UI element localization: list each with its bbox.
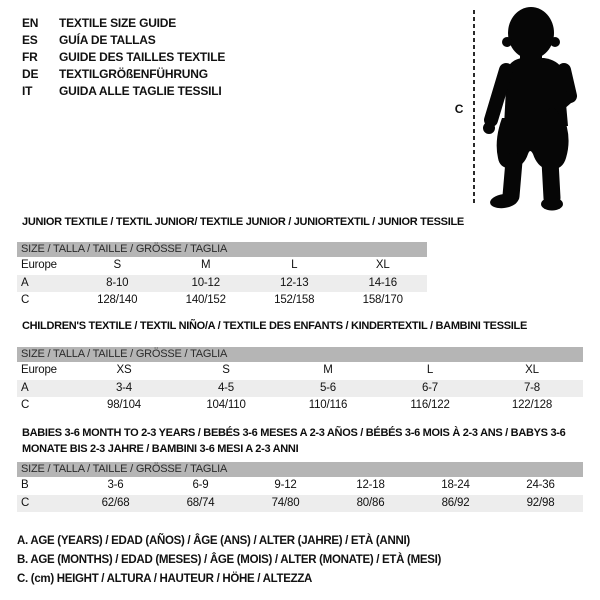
age-cell: 7-8 [523, 381, 541, 394]
children-size-table [17, 347, 583, 415]
age-cell: 6-7 [421, 381, 439, 394]
age-cell: 3-6 [107, 479, 124, 491]
table-row-height [17, 495, 583, 513]
table-row-age [17, 275, 427, 293]
table-row-age [17, 380, 583, 398]
language-title-list [22, 15, 225, 100]
age-cell: 18-24 [441, 479, 470, 491]
table-row-height [17, 397, 583, 415]
guide-title-de: TEXTILGRÖßENFÜHRUNG [59, 67, 208, 81]
language-code: FR [22, 50, 38, 64]
size-header-bar: SIZE / TALLA / TAILLE / GRÖSSE / TAGLIA [17, 347, 583, 362]
age-cell: 14-16 [368, 276, 397, 289]
age-cell: 5-6 [319, 381, 337, 394]
table-row-europe [17, 257, 427, 275]
row-label: C [21, 399, 30, 411]
size-cell: XL [375, 259, 390, 271]
age-cell: 6-9 [192, 479, 209, 491]
language-code: ES [22, 33, 38, 47]
junior-size-table [17, 242, 427, 310]
language-code: DE [22, 67, 39, 81]
age-cell: 24-36 [526, 479, 555, 491]
age-cell: 10-12 [191, 276, 220, 289]
height-cell: 80/86 [356, 496, 385, 509]
age-cell: 3-4 [115, 381, 133, 394]
height-cell: 128/140 [97, 294, 138, 306]
language-code: EN [22, 16, 39, 30]
size-cell: L [291, 259, 298, 271]
row-label: B [21, 479, 29, 491]
age-cell: 12-18 [356, 479, 385, 491]
size-cell: XL [525, 364, 539, 376]
height-cell: 110/116 [308, 399, 348, 411]
height-measure-dashed-line [473, 10, 475, 206]
size-cell: L [426, 364, 434, 376]
row-label: C [21, 294, 30, 306]
size-header-bar: SIZE / TALLA / TAILLE / GRÖSSE / TAGLIA [17, 462, 583, 477]
age-cell: 4-5 [217, 381, 235, 394]
language-row-fr [22, 49, 225, 66]
age-cell: 9-12 [274, 479, 297, 491]
size-header-bar: SIZE / TALLA / TAILLE / GRÖSSE / TAGLIA [17, 242, 427, 257]
size-cell: XS [116, 364, 132, 376]
babies-section-title: BABIES 3-6 MONTH TO 2-3 YEARS / BEBÉS 3-6 MESES A 2-3 AÑOS / BÉBÉS 3-6 MOIS À 2-3 ANS / BABYS 3-6 MONATE BIS 2-3 JAHRE / BAMBINI 3-6 MESI A 2-3 ANNI [22, 427, 566, 455]
height-cell: 98/104 [107, 399, 141, 411]
footnote-height-cm: C. (cm) HEIGHT / ALTURA / HAUTEUR / HÖHE / ALTEZZA [17, 573, 313, 585]
table-row-europe [17, 362, 583, 380]
age-cell: 12-13 [280, 276, 309, 289]
language-row-en [22, 15, 225, 32]
row-label: Europe [21, 259, 57, 271]
language-row-es [22, 32, 225, 49]
height-cell: 68/74 [186, 496, 215, 509]
legend-footnotes [17, 532, 441, 589]
height-cell: 74/80 [271, 496, 300, 509]
baby-silhouette-icon [480, 6, 598, 214]
guide-title-en: TEXTILE SIZE GUIDE [59, 16, 177, 30]
guide-title-it: GUIDA ALLE TAGLIE TESSILI [59, 84, 222, 98]
height-cell: 116/122 [410, 399, 450, 411]
guide-title-fr: GUIDE DES TAILLES TEXTILE [59, 50, 226, 64]
guide-title-es: GUÍA DE TALLAS [59, 33, 156, 47]
babies-size-table [17, 462, 583, 512]
language-code: IT [22, 84, 33, 98]
row-label: A [21, 276, 29, 289]
row-label: C [21, 496, 30, 509]
junior-section-title: JUNIOR TEXTILE / TEXTIL JUNIOR/ TEXTILE JUNIOR / JUNIORTEXTIL / JUNIOR TESSILE [22, 216, 464, 228]
footnote-age-months: B. AGE (MONTHS) / EDAD (MESES) / ÂGE (MOIS) / ALTER (MONATE) / ETÀ (MESI) [17, 554, 442, 566]
children-section-title: CHILDREN'S TEXTILE / TEXTIL NIÑO/A / TEXTILE DES ENFANTS / KINDERTEXTIL / BAMBINI TESSILE [22, 320, 527, 332]
height-cell: 62/68 [101, 496, 130, 509]
size-cell: M [201, 259, 211, 271]
footnote-age-years: A. AGE (YEARS) / EDAD (AÑOS) / ÂGE (ANS) / ALTER (JAHRE) / ETÀ (ANNI) [17, 535, 410, 547]
height-cell: 152/158 [274, 294, 315, 306]
height-measure-label: C [454, 102, 464, 116]
language-row-it [22, 83, 225, 100]
height-cell: 158/170 [362, 294, 403, 306]
height-cell: 122/128 [511, 399, 553, 411]
row-label: A [21, 381, 29, 394]
age-cell: 8-10 [106, 276, 129, 289]
table-row-height [17, 292, 427, 310]
row-label: Europe [21, 364, 57, 376]
height-cell: 86/92 [441, 496, 470, 509]
height-cell: 92/98 [526, 496, 555, 509]
height-cell: 140/152 [185, 294, 226, 306]
size-cell: S [222, 364, 230, 376]
height-cell: 104/110 [206, 399, 246, 411]
table-row-age-months [17, 477, 583, 495]
size-cell: M [323, 364, 333, 376]
size-cell: S [113, 259, 121, 271]
language-row-de [22, 66, 225, 83]
